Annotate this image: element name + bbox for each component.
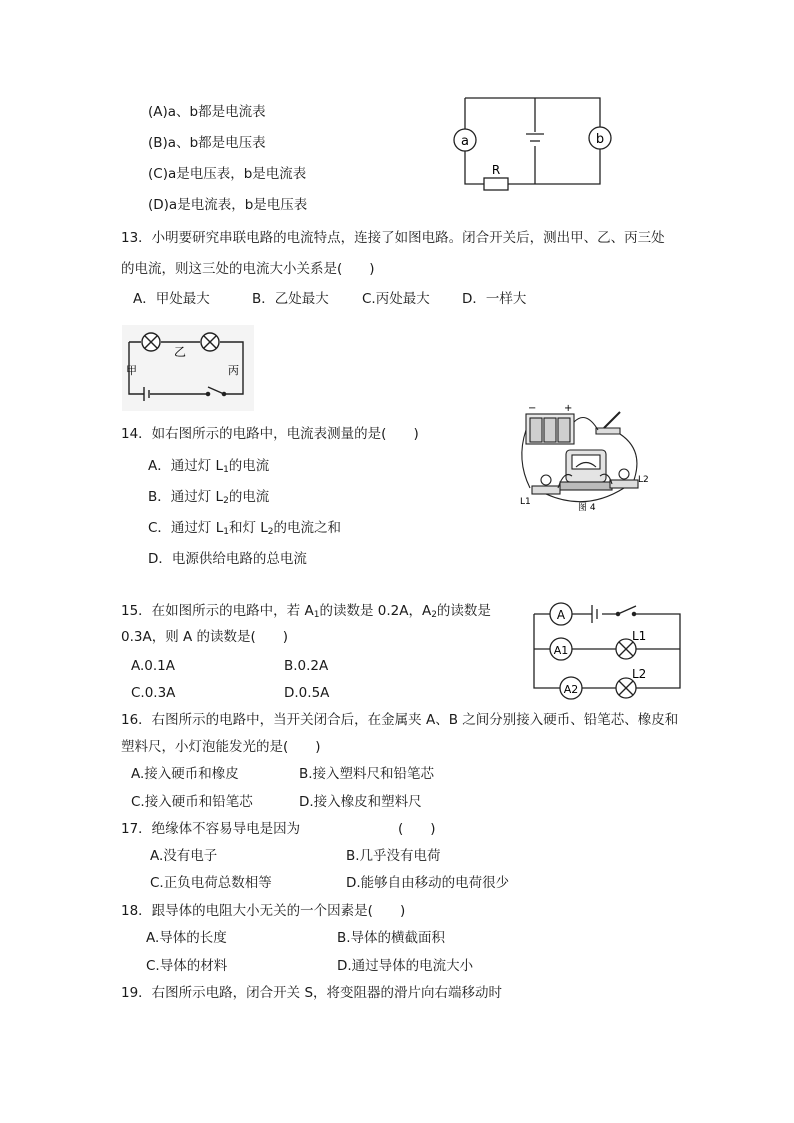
q17-answer-bracket: ( )	[398, 821, 436, 837]
q12-option-b: (B)a、b都是电压表	[148, 135, 266, 151]
q16-stem-line2: 塑料尺，小灯泡能发光的是( )	[121, 739, 321, 755]
q14-minus-label: −	[528, 403, 537, 414]
q14-option-c: C．通过灯 $L_1$和灯 $L_2$的电流之和	[148, 520, 342, 537]
q12-circuit-diagram	[450, 92, 615, 192]
q12-option-a: (A)a、b都是电流表	[148, 104, 266, 120]
q15-option-b: B.0.2A	[284, 658, 329, 674]
q14-plus-label: +	[564, 403, 573, 414]
q17-option-d: D.能够自由移动的电荷很少	[346, 875, 510, 891]
q17-stem: 17．绝缘体不容易导电是因为	[121, 821, 301, 837]
q14-figure-caption: 图 4	[578, 503, 596, 513]
q15-ammeter-a2-label: A2	[563, 683, 579, 696]
q12-option-d: (D)a是电流表，b是电压表	[148, 197, 308, 213]
q13-stem-line1: 13．小明要研究串联电路的电流特点，连接了如图电路。闭合开关后，测出甲、乙、丙三处	[121, 230, 665, 246]
q15-lamp-l1-label: L1	[632, 629, 647, 643]
q18-option-b: B.导体的横截面积	[337, 930, 446, 946]
q13-option-c: C.丙处最大	[362, 291, 430, 307]
q13-stem-line2: 的电流，则这三处的电流大小关系是( )	[121, 261, 375, 277]
q16-option-b: B.接入塑料尺和铅笔芯	[299, 766, 435, 782]
q12-resistor-label: R	[491, 163, 501, 177]
q16-option-d: D.接入橡皮和塑料尺	[299, 794, 422, 810]
q17-option-c: C.正负电荷总数相等	[150, 875, 272, 891]
q18-option-a: A.导体的长度	[146, 930, 227, 946]
q17-option-a: A.没有电子	[150, 848, 218, 864]
q14-l1-label: L1	[520, 497, 531, 507]
q14-option-a: A．通过灯 $L_1$的电流	[148, 458, 270, 475]
q12-meter-a-label: a	[461, 134, 469, 149]
q15-stem-line2: 0.3A，则 A 的读数是( )	[121, 629, 289, 645]
q17-option-b: B.几乎没有电荷	[346, 848, 441, 864]
q18-stem: 18．跟导体的电阻大小无关的一个因素是( )	[121, 903, 406, 919]
q13-point-yi-label: 乙	[173, 345, 187, 359]
q15-option-a: A.0.1A	[131, 658, 175, 674]
q15-option-c: C.0.3A	[131, 685, 176, 701]
q15-option-d: D.0.5A	[284, 685, 330, 701]
q13-point-bing-label: 丙	[228, 364, 239, 377]
q13-option-a: A．甲处最大	[133, 291, 210, 307]
q13-option-d: D．一样大	[462, 291, 527, 307]
q15-ammeter-a1-label: A1	[553, 644, 569, 657]
q13-option-b: B．乙处最大	[252, 291, 329, 307]
q14-option-d: D．电源供给电路的总电流	[148, 551, 307, 567]
q15-parallel-circuit-diagram	[530, 600, 690, 696]
q15-lamp-l2-label: L2	[632, 667, 647, 681]
q12-option-c: (C)a是电压表，b是电流表	[148, 166, 307, 182]
q19-stem: 19．右图所示电路，闭合开关 S，将变阻器的滑片向右端移动时	[121, 985, 503, 1001]
q18-option-d: D.通过导体的电流大小	[337, 958, 474, 974]
q16-stem-line1: 16．右图所示的电路中，当开关闭合后，在金属夹 A、B 之间分别接入硬币、铅笔芯、橡皮和	[121, 712, 679, 728]
q13-point-jia-label: 甲	[126, 364, 137, 377]
q16-option-c: C.接入硬币和铅笔芯	[131, 794, 253, 810]
q14-l2-label: L2	[638, 475, 649, 485]
q14-option-b: B．通过灯 $L_2$的电流	[148, 489, 270, 506]
q15-stem-line1: 15．在如图所示的电路中，若 $A_1$的读数是 0.2A，$A_2$的读数是	[121, 603, 491, 620]
q13-series-circuit-diagram	[122, 325, 254, 411]
q14-apparatus-illustration	[516, 400, 656, 512]
q14-stem: 14．如右图所示的电路中，电流表测量的是( )	[121, 426, 419, 442]
q18-option-c: C.导体的材料	[146, 958, 228, 974]
q12-meter-b-label: b	[595, 132, 605, 147]
q16-option-a: A.接入硬币和橡皮	[131, 766, 239, 782]
q15-ammeter-a-label: A	[556, 608, 566, 622]
